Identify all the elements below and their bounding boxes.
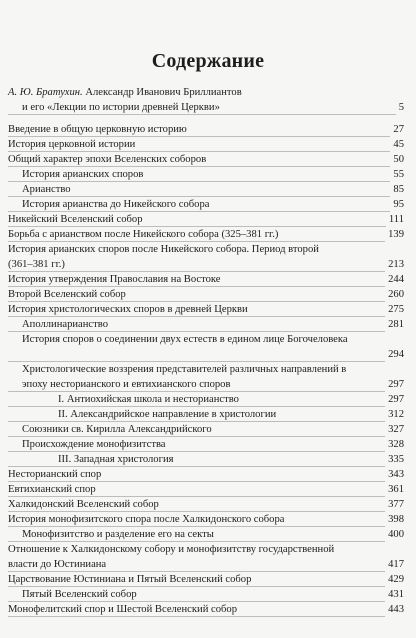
- toc-entry: [8, 452, 404, 467]
- toc-entry-title: Борьба с арианством после Никейского собора (325–381 гг.): [8, 229, 279, 240]
- toc-entry-title: История арианских споров после Никейского собора. Период второй (361–381 гг.): [8, 244, 319, 270]
- toc-entry: [8, 407, 404, 422]
- toc-entry-title: История христологических споров в древней Церкви: [8, 304, 248, 315]
- toc-entry-title: Отношение к Халкидонскому собору и монофизитству государственной власти до Юстиниана: [8, 544, 335, 570]
- toc-page-number: 213: [385, 257, 404, 272]
- toc-entry-title: Общий характер эпохи Вселенских соборов: [8, 154, 207, 165]
- toc-entry-list: [8, 122, 404, 617]
- toc-entry: [8, 197, 404, 212]
- toc-entry: [8, 152, 404, 167]
- toc-entry-title: Несторианский спор: [8, 469, 102, 480]
- toc-entry-title: Евтихианский спор: [8, 484, 96, 495]
- toc-entry-title: Никейский Вселенский собор: [8, 214, 143, 225]
- intro-title-part2: и его «Лекции по истории древней Церкви»: [22, 102, 220, 113]
- toc-page-number: 45: [390, 137, 404, 152]
- toc-entry: [8, 317, 404, 332]
- toc-page-number: 328: [385, 437, 404, 452]
- toc-entry: [8, 587, 404, 602]
- toc-entry-title: I. Антиохийская школа и несторианство: [58, 394, 239, 405]
- spacer: [8, 115, 404, 122]
- toc-page-number: 297: [385, 392, 404, 407]
- toc-entry: [8, 572, 404, 587]
- toc-entry-title: Союзники св. Кирилла Александрийского: [22, 424, 212, 435]
- toc-page-number: 335: [385, 452, 404, 467]
- toc-page-number: 443: [385, 602, 404, 617]
- toc-entry: [8, 332, 404, 362]
- toc-page-number: 139: [385, 227, 404, 242]
- toc-entry-title: Христологические воззрения представителей различных направлений в эпоху несторианского и евтихианского споров: [22, 364, 347, 390]
- intro-title-part1: Александр Иванович Бриллиантов: [85, 87, 242, 98]
- toc-page-number: 55: [390, 167, 404, 182]
- toc-entry: [8, 497, 404, 512]
- toc-entry-title: Аполлинарианство: [22, 319, 108, 330]
- toc-entry: [8, 182, 404, 197]
- toc-entry: [8, 482, 404, 497]
- toc-page-number: 327: [385, 422, 404, 437]
- toc-page-number: 312: [385, 407, 404, 422]
- toc-entry-title: Пятый Вселенский собор: [22, 589, 137, 600]
- toc-page-number: 417: [385, 557, 404, 572]
- toc-entry-title: История споров о соединении двух естеств в едином лице Богочеловека: [22, 334, 348, 345]
- toc-entry-title: История арианства до Никейского собора: [22, 199, 210, 210]
- table-of-contents: [8, 85, 404, 617]
- toc-entry-title: Происхождение монофизитства: [22, 439, 166, 450]
- toc-page-number: 5: [396, 100, 404, 115]
- toc-entry-title: История монофизитского спора после Халкидонского собора: [8, 514, 285, 525]
- intro-author: А. Ю. Братухин.: [8, 87, 83, 98]
- toc-entry-title: Арианство: [22, 184, 71, 195]
- toc-page-number: 111: [386, 212, 404, 227]
- toc-entry: [8, 512, 404, 527]
- toc-page-number: 343: [385, 467, 404, 482]
- toc-entry-title: III. Западная христология: [58, 454, 174, 465]
- toc-page-number: 294: [385, 347, 404, 362]
- toc-page-number: 297: [385, 377, 404, 392]
- toc-entry: [8, 167, 404, 182]
- toc-entry-title: Халкидонский Вселенский собор: [8, 499, 159, 510]
- toc-entry: [8, 362, 404, 392]
- toc-page-number: 377: [385, 497, 404, 512]
- toc-entry: [8, 602, 404, 617]
- toc-entry: [8, 227, 404, 242]
- toc-entry: [8, 392, 404, 407]
- toc-entry-title: История утверждения Православия на Востоке: [8, 274, 221, 285]
- toc-entry: [8, 122, 404, 137]
- toc-page-number: 244: [385, 272, 404, 287]
- toc-entry: [8, 272, 404, 287]
- toc-entry-intro: [8, 100, 404, 115]
- toc-entry-title: История арианских споров: [22, 169, 144, 180]
- toc-page-number: 361: [385, 482, 404, 497]
- toc-entry: [8, 212, 404, 227]
- toc-entry: [8, 137, 404, 152]
- toc-entry: [8, 422, 404, 437]
- toc-entry: [8, 437, 404, 452]
- toc-page-number: 95: [390, 197, 404, 212]
- toc-page-number: 431: [385, 587, 404, 602]
- intro-line-1: [8, 85, 404, 100]
- toc-entry: [8, 467, 404, 482]
- toc-entry-title: Царствование Юстиниана и Пятый Вселенский собор: [8, 574, 252, 585]
- toc-entry-title: Монофизитство и разделение его на секты: [22, 529, 214, 540]
- toc-page-number: 260: [385, 287, 404, 302]
- toc-page-number: 50: [390, 152, 404, 167]
- toc-page-number: 275: [385, 302, 404, 317]
- toc-entry: [8, 302, 404, 317]
- toc-entry: [8, 287, 404, 302]
- toc-page-number: 429: [385, 572, 404, 587]
- toc-page-number: 400: [385, 527, 404, 542]
- toc-entry-title: Второй Вселенский собор: [8, 289, 126, 300]
- toc-entry: [8, 527, 404, 542]
- toc-page-number: 281: [385, 317, 404, 332]
- page-title: Содержание: [151, 50, 265, 72]
- toc-entry-title: История церковной истории: [8, 139, 136, 150]
- toc-page-number: 27: [390, 122, 404, 137]
- toc-entry-title: Монофелитский спор и Шестой Вселенский собор: [8, 604, 238, 615]
- toc-entry-title: II. Александрийское направление в христологии: [58, 409, 277, 420]
- toc-page-number: 85: [390, 182, 404, 197]
- toc-page-number: 398: [385, 512, 404, 527]
- toc-entry-title: Введение в общую церковную историю: [8, 124, 187, 135]
- toc-entry: [8, 242, 404, 272]
- toc-entry: [8, 542, 404, 572]
